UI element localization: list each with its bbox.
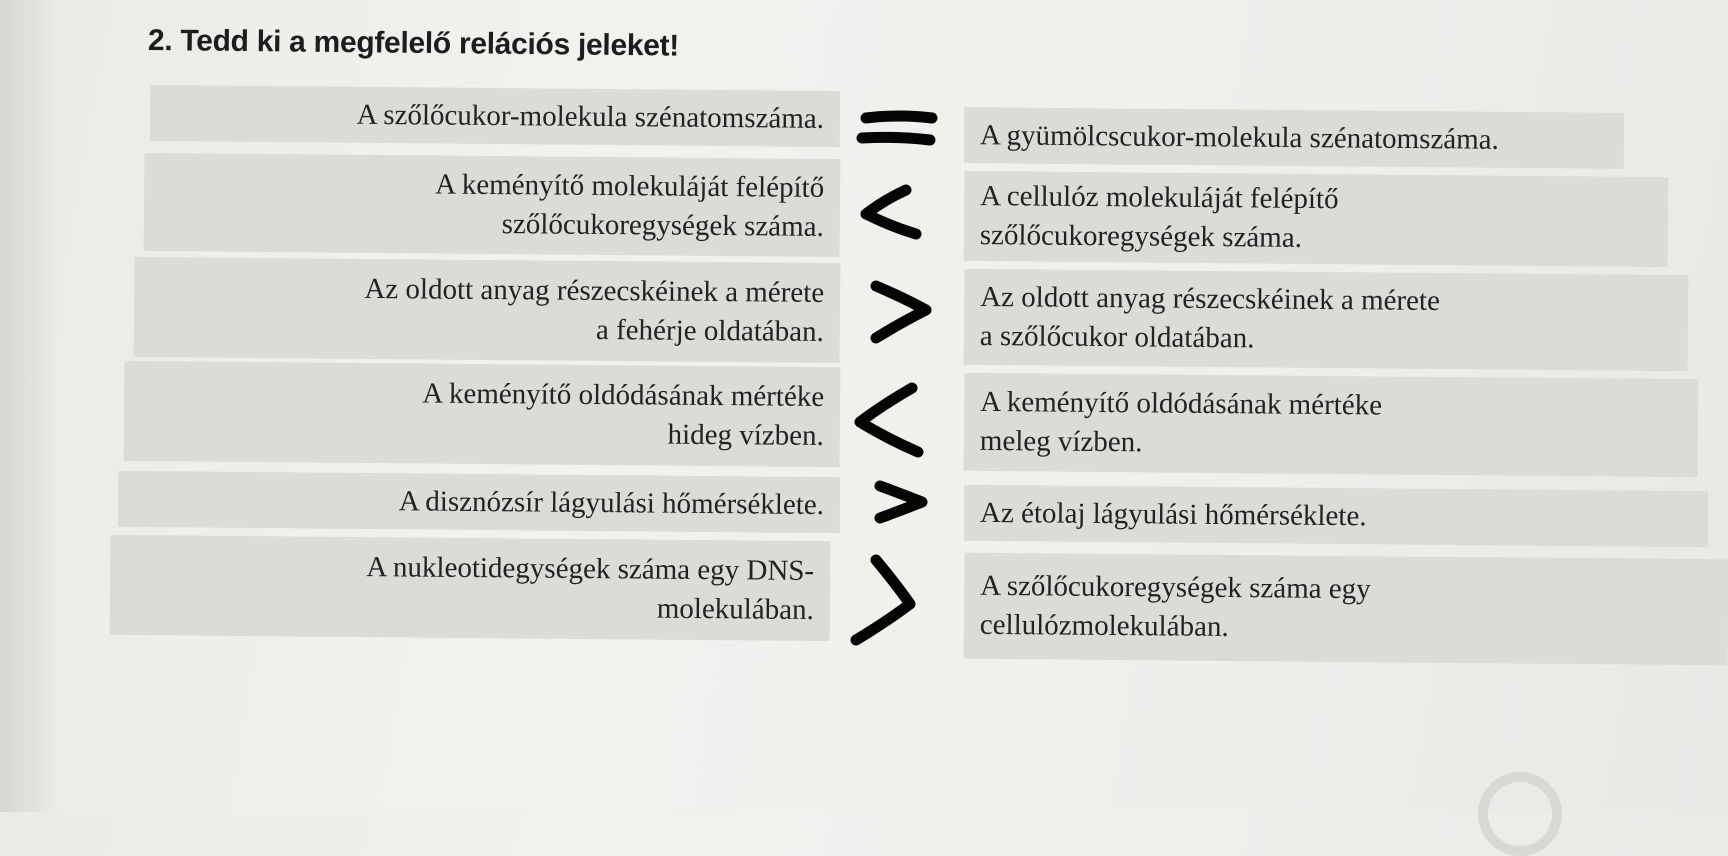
left-statement-6-line-1: A nukleotidegységek száma egy DNS- bbox=[366, 551, 815, 588]
exercise-number: 2. bbox=[147, 24, 173, 58]
right-statement-4 bbox=[964, 373, 1699, 477]
left-statement-5 bbox=[118, 471, 840, 533]
right-statement-5-line-1: Az étolaj lágyulási hőmérséklete. bbox=[979, 496, 1367, 532]
right-statement-6-line-1: A szőlőcukoregységek száma egy bbox=[980, 569, 1371, 606]
relation-sign-4 bbox=[860, 388, 918, 452]
left-statement-6-line-2: molekulában. bbox=[656, 592, 814, 627]
relation-sign-5 bbox=[880, 486, 922, 518]
right-statement-1 bbox=[964, 107, 1624, 169]
right-statement-3-line-2: a szőlőcukor oldatában. bbox=[979, 319, 1255, 355]
right-statement-5 bbox=[964, 485, 1708, 547]
relation-sign-3 bbox=[876, 286, 926, 338]
left-statement-3-line-2: a fehérje oldatában. bbox=[595, 313, 824, 348]
page-edge bbox=[0, 0, 58, 812]
left-statement-6 bbox=[110, 535, 831, 641]
left-statement-3-line-1: Az oldott anyag részecskéinek a mérete bbox=[364, 272, 825, 309]
left-statement-1-line-1: A szőlőcukor-molekula szénatomszáma. bbox=[356, 98, 825, 135]
left-statement-2 bbox=[144, 153, 841, 257]
right-statement-6 bbox=[964, 553, 1728, 666]
relation-sign-1 bbox=[862, 116, 932, 140]
left-statement-4-line-1: A keményítő oldódásának mértéke bbox=[422, 377, 825, 413]
right-statement-2 bbox=[964, 171, 1669, 267]
exercise-instruction: Tedd ki a megfelelő relációs jeleket! bbox=[180, 24, 680, 63]
left-statement-4 bbox=[124, 361, 841, 467]
left-statement-2-line-2: szőlőcukoregységek száma. bbox=[501, 208, 824, 243]
right-statement-1-line-1: A gyümölcscukor-molekula szénatomszáma. bbox=[979, 118, 1499, 156]
right-statement-3 bbox=[964, 269, 1689, 371]
left-statement-5-line-1: A disznózsír lágyulási hőmérséklete. bbox=[398, 484, 825, 521]
left-statement-2-line-1: A keményítő molekuláját felépítő bbox=[435, 168, 825, 204]
right-statement-4-line-2: meleg vízben. bbox=[979, 424, 1143, 459]
left-statement-1 bbox=[150, 85, 840, 147]
right-statement-6-line-2: cellulózmolekulában. bbox=[979, 608, 1229, 643]
ring-binder-hole bbox=[1478, 772, 1562, 856]
exercise-title bbox=[148, 24, 679, 64]
relation-sign-6 bbox=[856, 560, 910, 640]
relation-sign-2 bbox=[866, 190, 916, 234]
right-statement-2-line-2: szőlőcukoregységek száma. bbox=[979, 219, 1303, 254]
left-statement-3 bbox=[134, 257, 841, 363]
right-statement-3-line-1: Az oldott anyag részecskéinek a mérete bbox=[980, 280, 1441, 317]
right-statement-4-line-1: A keményítő oldódásának mértéke bbox=[980, 385, 1383, 422]
right-statement-2-line-1: A cellulóz molekuláját felépítő bbox=[980, 180, 1339, 216]
left-statement-4-line-2: hideg vízben. bbox=[667, 418, 824, 452]
